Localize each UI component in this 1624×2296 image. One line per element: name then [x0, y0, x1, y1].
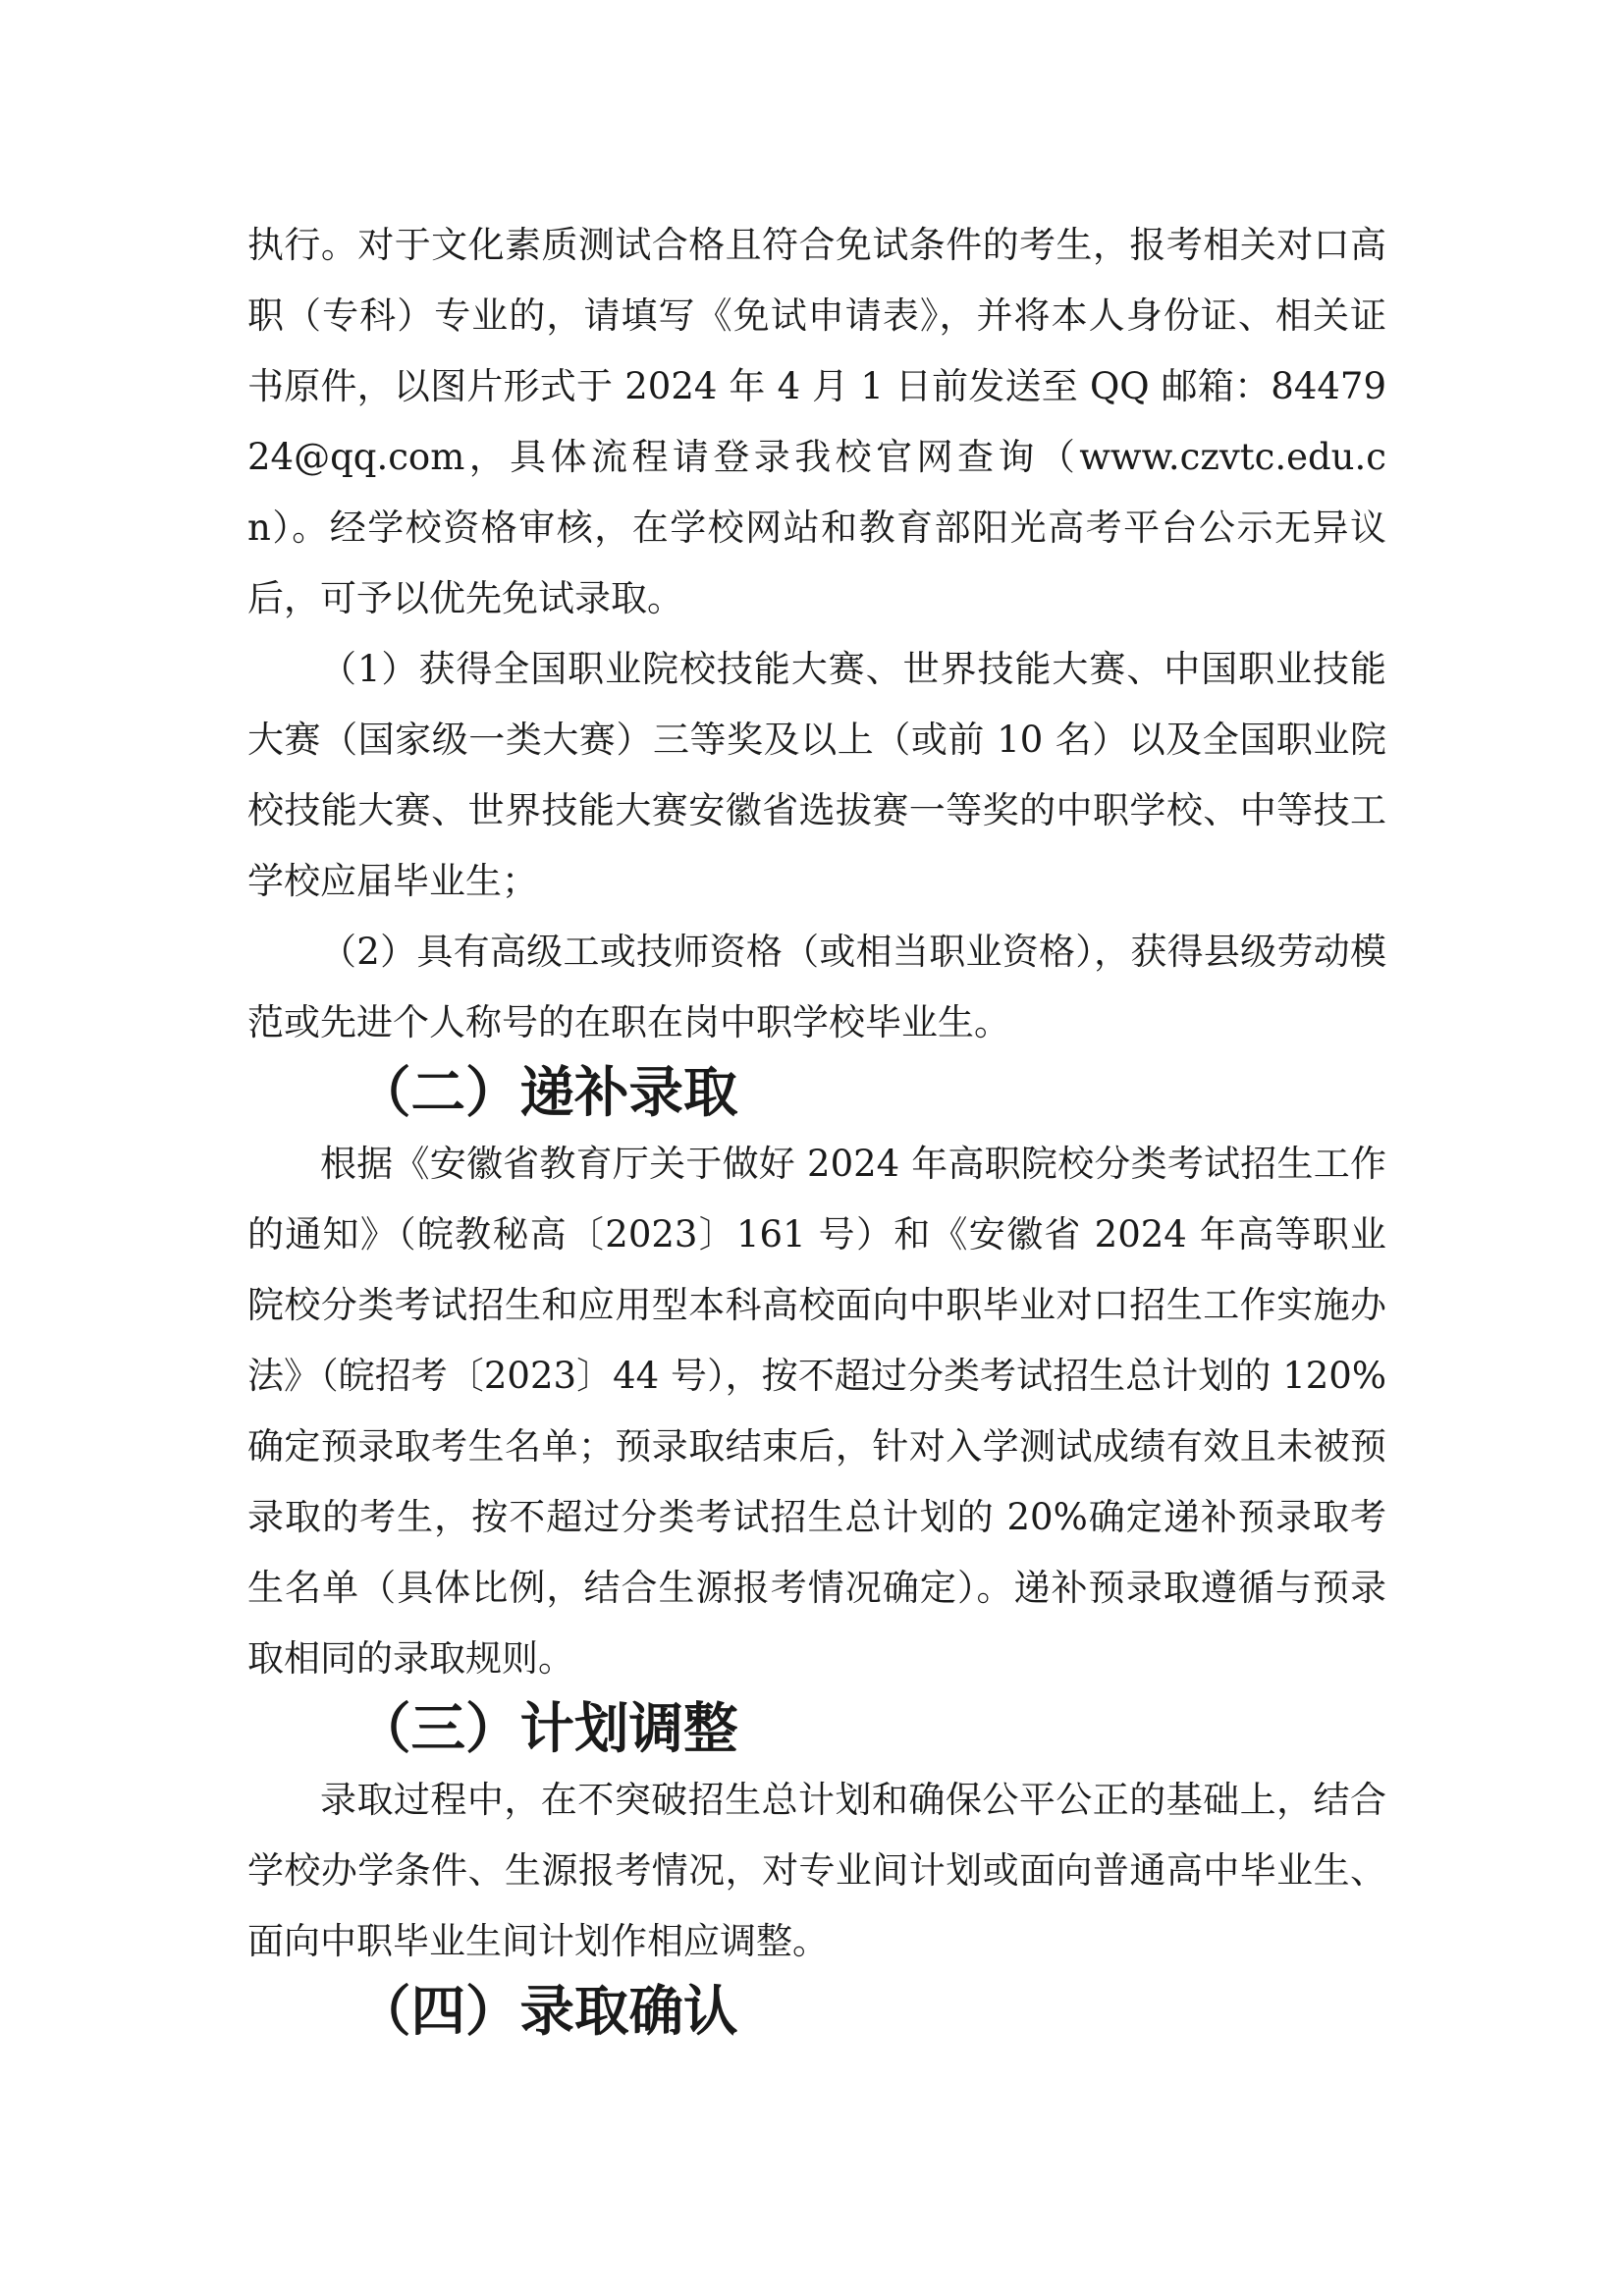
paragraph-plan-adjustment: 录取过程中，在不突破招生总计划和确保公平公正的基础上，结合学校办学条件、生源报考情况，对专业间计划或面向普通高中毕业生、面向中职毕业生间计划作相应调整。	[247, 1779, 1386, 1962]
paragraph-exemption-condition-1: （1）获得全国职业院校技能大赛、世界技能大赛、中国职业技能大赛（国家级一类大赛）三等奖及以上（或前 10 名）以及全国职业院校技能大赛、世界技能大赛安徽省选拔赛一等奖的中职学校、中等技工学校应届毕业生；	[247, 648, 1386, 902]
section-heading-admission-confirmation: （四）录取确认	[356, 1980, 738, 2044]
paragraph-supplementary-admission: 根据《安徽省教育厅关于做好 2024 年高职院校分类考试招生工作的通知》（皖教秘高〔2023〕161 号）和《安徽省 2024 年高等职业院校分类考试招生和应用型本科高校面向中职毕业对口招生工作实施办法》（皖招考〔2023〕44 号），按不超过分类考试招生总计划的 120%确定预录取考生名单；预录取结束后，针对入学测试成绩有效且未被预录取的考生，按不超过分类考试招生总计划的 20%确定递补预录取考生名单（具体比例，结合生源报考情况确定）。递补预录取遵循与预录取相同的录取规则。	[247, 1143, 1386, 1680]
section-heading-plan-adjustment: （三）计划调整	[356, 1697, 738, 1761]
paragraph-exemption-procedure: 执行。对于文化素质测试合格且符合免试条件的考生，报考相关对口高职（专科）专业的，请填写《免试申请表》，并将本人身份证、相关证书原件，以图片形式于 2024 年 4 月 1 日前发送至 QQ 邮箱：8447924@qq.com，具体流程请登录我校官网查询（www.czvtc.edu.cn）。经学校资格审核，在学校网站和教育部阳光高考平台公示无异议后，可予以优先免试录取。	[247, 224, 1386, 619]
paragraph-exemption-condition-2: （2）具有高级工或技师资格（或相当职业资格），获得县级劳动模范或先进个人称号的在职在岗中职学校毕业生。	[247, 931, 1386, 1043]
section-heading-supplementary-admission: （二）递补录取	[356, 1061, 738, 1125]
document-body	[247, 210, 1386, 2048]
